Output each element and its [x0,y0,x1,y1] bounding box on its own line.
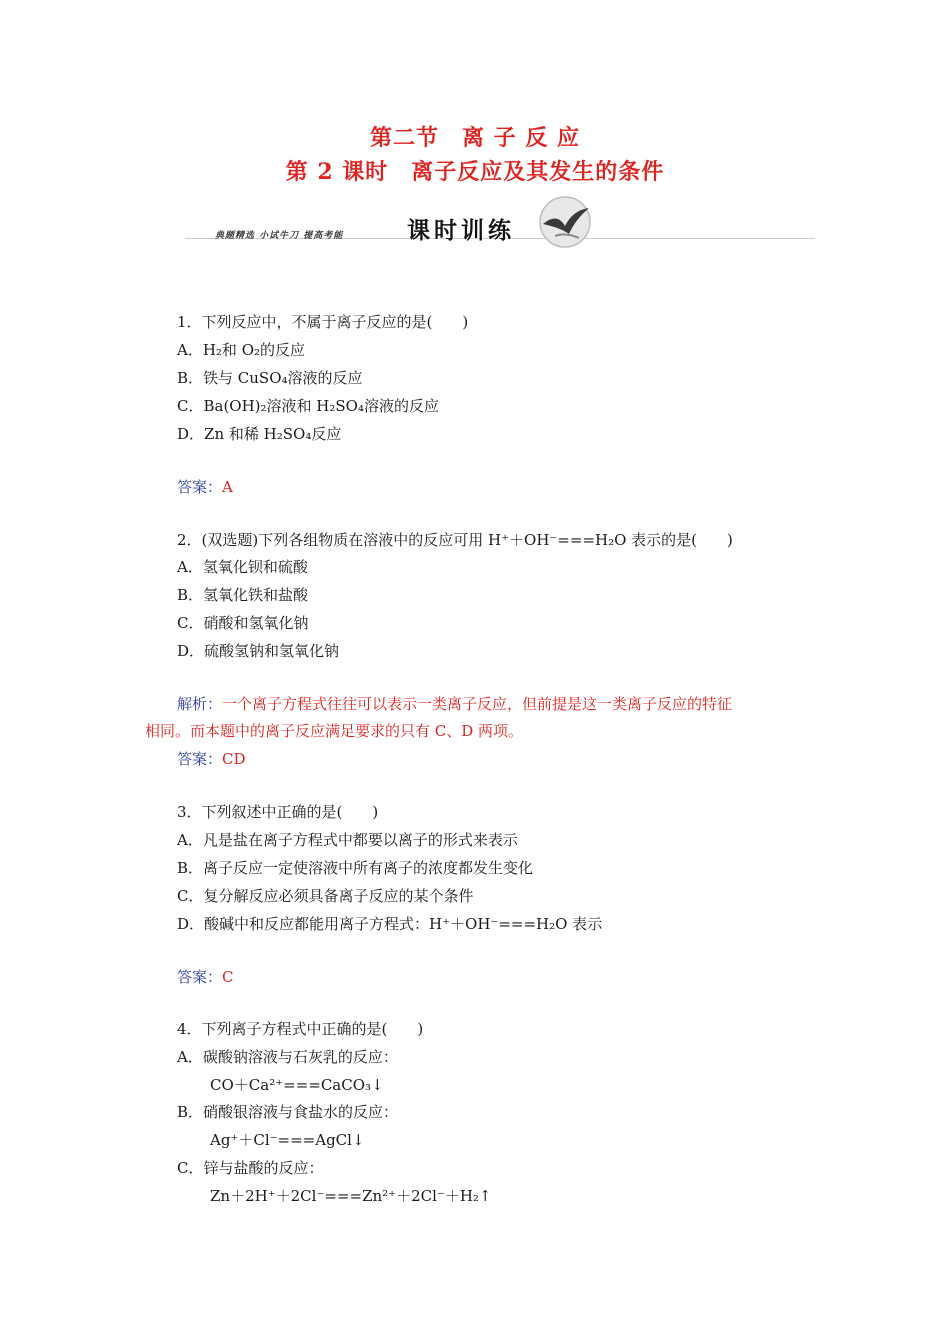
q1-option-d: D．Zn 和稀 H₂SO₄反应 [177,425,342,443]
exercise-banner [185,194,815,252]
answer-label: 答案： [177,478,223,496]
q2-option-b: B．氢氧化铁和盐酸 [177,586,309,604]
q1-stem: 1．下列反应中，不属于离子反应的是( ) [177,313,469,331]
section-title: 第二节 离 子 反 应 [370,125,580,151]
q2-option-c: C．硝酸和氢氧化钠 [177,614,309,632]
q3-option-b: B．离子反应一定使溶液中所有离子的浓度都发生变化 [177,859,534,877]
q3-option-c: C．复分解反应必须具备离子反应的某个条件 [177,887,474,905]
q2-stem: 2．(双选题)下列各组物质在溶液中的反应可用 H⁺＋OH⁻===H₂O 表示的是( ) [177,531,733,549]
analysis-label: 解析： [177,695,223,713]
q2-analysis-line1 [177,694,732,714]
q3-option-a: A．凡是盐在离子方程式中都要以离子的形式来表示 [177,831,518,849]
q2-answer [177,749,246,769]
q4-option-a-equation: CO＋Ca²⁺===CaCO₃↓ [210,1076,384,1094]
answer-value: A [222,478,233,496]
lesson-title: 第 2 课时 离子反应及其发生的条件 [285,159,665,185]
bird-emblem-icon [535,194,595,250]
q2-analysis-line2: 相同。而本题中的离子反应满足要求的只有 C、D 两项。 [145,722,524,740]
answer-label: 答案： [177,750,223,768]
analysis-text: 一个离子方程式往往可以表示一类离子反应，但前提是这一类离子反应的特征 [222,695,733,713]
q3-answer [177,967,234,987]
q4-option-b-equation: Ag⁺＋Cl⁻===AgCl↓ [210,1131,365,1149]
banner-subtitle: 典题精选 小试牛刀 提高考能 [215,231,344,241]
q4-stem: 4．下列离子方程式中正确的是( ) [177,1020,424,1038]
q2-option-d: D．硫酸氢钠和氢氧化钠 [177,642,340,660]
q1-option-a: A．H₂和 O₂的反应 [177,341,306,359]
q4-option-c-equation: Zn＋2H⁺＋2Cl⁻===Zn²⁺＋2Cl⁻＋H₂↑ [210,1187,492,1205]
q4-option-b: B．硝酸银溶液与食盐水的反应： [177,1103,399,1121]
q1-answer [177,477,233,497]
q4-option-a: A．碳酸钠溶液与石灰乳的反应： [177,1048,398,1066]
q3-option-d: D．酸碱中和反应都能用离子方程式：H⁺＋OH⁻===H₂O 表示 [177,915,603,933]
answer-label: 答案： [177,968,223,986]
q4-option-c: C．锌与盐酸的反应： [177,1159,324,1177]
banner-heading: 课时训练 [407,217,515,244]
q2-option-a: A．氢氧化钡和硫酸 [177,558,308,576]
answer-value: CD [222,750,246,768]
answer-value: C [222,968,234,986]
q1-option-c: C．Ba(OH)₂溶液和 H₂SO₄溶液的反应 [177,397,439,415]
q3-stem: 3．下列叙述中正确的是( ) [177,803,379,821]
q1-option-b: B．铁与 CuSO₄溶液的反应 [177,369,363,387]
